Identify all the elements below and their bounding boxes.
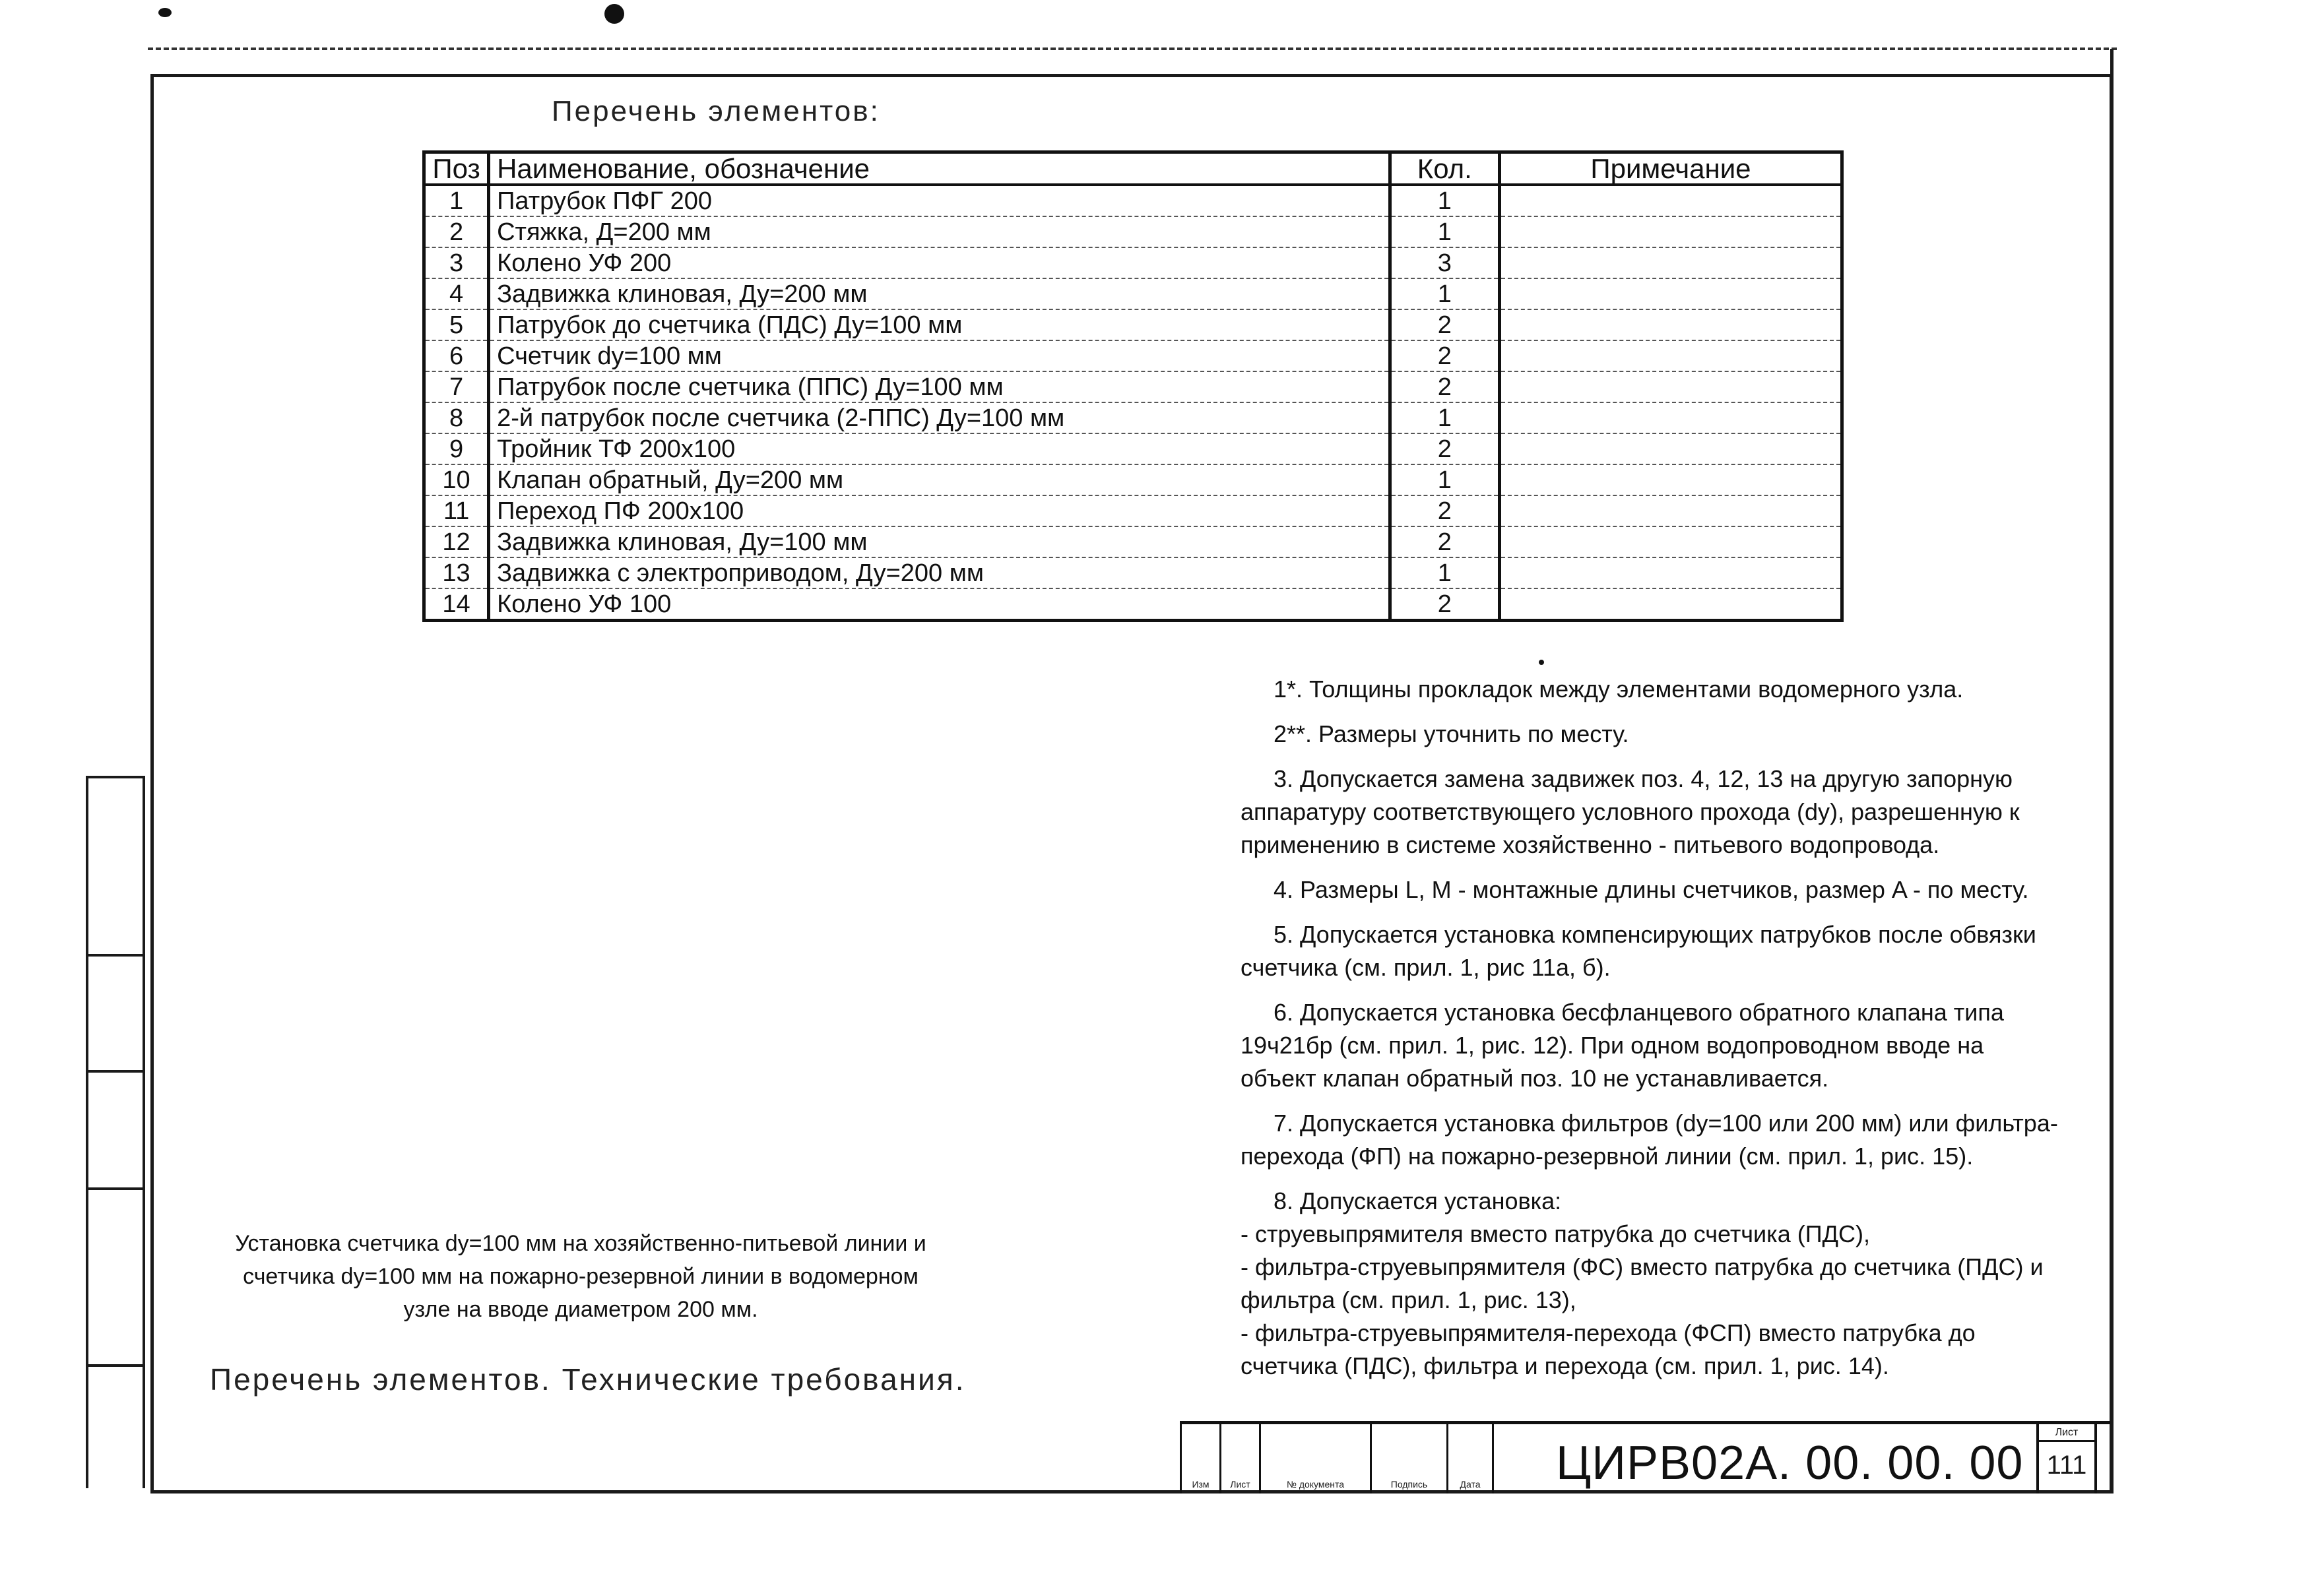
row-note: [1499, 185, 1842, 216]
note-2: 2**. Размеры уточнить по месту.: [1274, 720, 1629, 747]
row-note: [1499, 371, 1842, 402]
row-name: Счетчик dy=100 мм: [489, 340, 1390, 371]
table-header-row: [424, 152, 1842, 185]
row-pos: 10: [424, 464, 489, 495]
stamp-cell: [88, 1187, 143, 1364]
tb-col-label: Подпись: [1390, 1479, 1428, 1490]
row-name: Клапан обратный, Ду=200 мм: [489, 464, 1390, 495]
stamp-cell: [88, 1070, 143, 1187]
row-name: Стяжка, Д=200 мм: [489, 216, 1390, 247]
row-name: Тройник ТФ 200х100: [489, 433, 1390, 464]
row-note: [1499, 278, 1842, 309]
tb-col-label: Изм: [1192, 1479, 1210, 1490]
note-8-item-3: - фильтра-струевыпрямителя-перехода (ФСП) вместо патрубка до счетчика (ПДС), фильтра и перехода (см. прил. 1, рис. 14).: [1241, 1319, 1976, 1379]
row-pos: 4: [424, 278, 489, 309]
scan-speck: [158, 8, 172, 17]
row-qty: 2: [1390, 526, 1499, 557]
row-pos: 5: [424, 309, 489, 340]
top-border-line: [148, 47, 2117, 50]
tb-col-sheet: [1219, 1424, 1259, 1493]
tb-col-date: [1446, 1424, 1494, 1493]
row-name: Патрубок после счетчика (ППС) Ду=100 мм: [489, 371, 1390, 402]
title-block-columns: [1180, 1424, 1494, 1493]
stamp-cell: [88, 1364, 143, 1488]
header-note: Примечание: [1499, 152, 1842, 185]
elements-table: [422, 150, 1844, 622]
list-heading: Перечень элементов:: [552, 95, 880, 127]
scan-speck: [604, 4, 624, 24]
table-row: [424, 588, 1842, 621]
row-qty: 1: [1390, 557, 1499, 588]
row-qty: 1: [1390, 216, 1499, 247]
table-row: [424, 526, 1842, 557]
row-note: [1499, 526, 1842, 557]
technical-requirements: [1241, 673, 2059, 1395]
row-pos: 6: [424, 340, 489, 371]
header-pos: Поз: [424, 152, 489, 185]
row-pos: 8: [424, 402, 489, 433]
note-8: 8. Допускается установка:: [1274, 1187, 1562, 1214]
left-stamp-strip: [86, 776, 145, 1488]
note-4: 4. Размеры L, M - монтажные длины счетчиков, размер A - по месту.: [1274, 876, 2029, 903]
row-pos: 2: [424, 216, 489, 247]
row-name: Переход ПФ 200х100: [489, 495, 1390, 526]
row-note: [1499, 464, 1842, 495]
row-pos: 13: [424, 557, 489, 588]
row-note: [1499, 588, 1842, 621]
tb-col-document: [1259, 1424, 1370, 1493]
table-row: [424, 402, 1842, 433]
row-pos: 14: [424, 588, 489, 621]
header-name: Наименование, обозначение: [489, 152, 1390, 185]
row-qty: 3: [1390, 247, 1499, 278]
row-pos: 1: [424, 185, 489, 216]
table-row: [424, 309, 1842, 340]
row-qty: 2: [1390, 309, 1499, 340]
row-name: Задвижка клиновая, Ду=200 мм: [489, 278, 1390, 309]
row-name: Колено УФ 100: [489, 588, 1390, 621]
row-qty: 2: [1390, 588, 1499, 621]
row-pos: 11: [424, 495, 489, 526]
row-qty: 2: [1390, 340, 1499, 371]
row-qty: 2: [1390, 495, 1499, 526]
table-row: [424, 464, 1842, 495]
note-8-item-1: - струевыпрямителя вместо патрубка до счетчика (ПДС),: [1241, 1220, 1870, 1247]
note-7: 7. Допускается установка фильтров (dy=100 или 200 мм) или фильтра-перехода (ФП) на пожарно-резервной линии (см. прил. 1, рис. 15).: [1241, 1110, 2058, 1170]
row-pos: 9: [424, 433, 489, 464]
tb-col-label: Дата: [1460, 1479, 1481, 1490]
sheet-heading: Перечень элементов. Технические требования.: [210, 1362, 966, 1397]
row-note: [1499, 402, 1842, 433]
sheet-number: 111: [2046, 1451, 2087, 1480]
table-row: [424, 247, 1842, 278]
table-row: [424, 340, 1842, 371]
row-name: 2-й патрубок после счетчика (2-ППС) Ду=100 мм: [489, 402, 1390, 433]
sheet-label: Лист: [2039, 1427, 2094, 1442]
row-name: Колено УФ 200: [489, 247, 1390, 278]
row-qty: 1: [1390, 464, 1499, 495]
note-3: 3. Допускается замена задвижек поз. 4, 12, 13 на другую запорную аппаратуру соответствующего условного прохода (dy), разрешенную к применению в системе хозяйственно - питьевого водопровода.: [1241, 765, 2020, 858]
row-qty: 2: [1390, 433, 1499, 464]
row-note: [1499, 433, 1842, 464]
stamp-cell: [88, 776, 143, 954]
row-note: [1499, 247, 1842, 278]
row-name: Задвижка клиновая, Ду=100 мм: [489, 526, 1390, 557]
table-row: [424, 433, 1842, 464]
row-name: Патрубок до счетчика (ПДС) Ду=100 мм: [489, 309, 1390, 340]
row-pos: 3: [424, 247, 489, 278]
document-code: ЦИРВ02А. 00. 00. 00: [1556, 1437, 2024, 1490]
row-note: [1499, 309, 1842, 340]
scan-speck: [1539, 660, 1544, 665]
row-qty: 1: [1390, 402, 1499, 433]
row-name: Задвижка с электроприводом, Ду=200 мм: [489, 557, 1390, 588]
tb-col-signature: [1370, 1424, 1446, 1493]
row-qty: 1: [1390, 278, 1499, 309]
row-name: Патрубок ПФГ 200: [489, 185, 1390, 216]
drawing-caption: Установка счетчика dy=100 мм на хозяйственно-питьевой линии и счетчика dy=100 мм на пожарно-резервной линии в водомерном узле на вводе диаметром 200 мм.: [235, 1231, 926, 1322]
row-qty: 1: [1390, 185, 1499, 216]
tb-col-label: № документа: [1286, 1479, 1345, 1490]
table-row: [424, 216, 1842, 247]
row-pos: 12: [424, 526, 489, 557]
row-note: [1499, 495, 1842, 526]
stamp-cell: [88, 954, 143, 1070]
row-note: [1499, 216, 1842, 247]
header-qty: Кол.: [1390, 152, 1499, 185]
table-row: [424, 495, 1842, 526]
note-5: 5. Допускается установка компенсирующих патрубков после обвязки счетчика (см. прил. 1, рис 11а, б).: [1241, 921, 2036, 981]
table-row: [424, 185, 1842, 216]
title-block: [1180, 1421, 2110, 1493]
note-1: 1*. Толщины прокладок между элементами водомерного узла.: [1274, 676, 1964, 703]
note-6: 6. Допускается установка бесфланцевого обратного клапана типа 19ч21бр (см. прил. 1, рис. 12). При одном водопроводном вводе на объект клапан обратный поз. 10 не устанавливается.: [1241, 999, 2004, 1092]
row-pos: 7: [424, 371, 489, 402]
frame-right-edge: [2110, 49, 2114, 1493]
tb-col-change: [1180, 1424, 1219, 1493]
tb-col-label: Лист: [1230, 1479, 1250, 1490]
sheet-number-box: [2036, 1424, 2097, 1493]
note-8-item-2: - фильтра-струевыпрямителя (ФС) вместо патрубка до счетчика (ПДС) и фильтра (см. прил. 1, рис. 13),: [1241, 1253, 2044, 1313]
table-row: [424, 278, 1842, 309]
table-row: [424, 371, 1842, 402]
row-note: [1499, 340, 1842, 371]
row-qty: 2: [1390, 371, 1499, 402]
row-note: [1499, 557, 1842, 588]
table-row: [424, 557, 1842, 588]
